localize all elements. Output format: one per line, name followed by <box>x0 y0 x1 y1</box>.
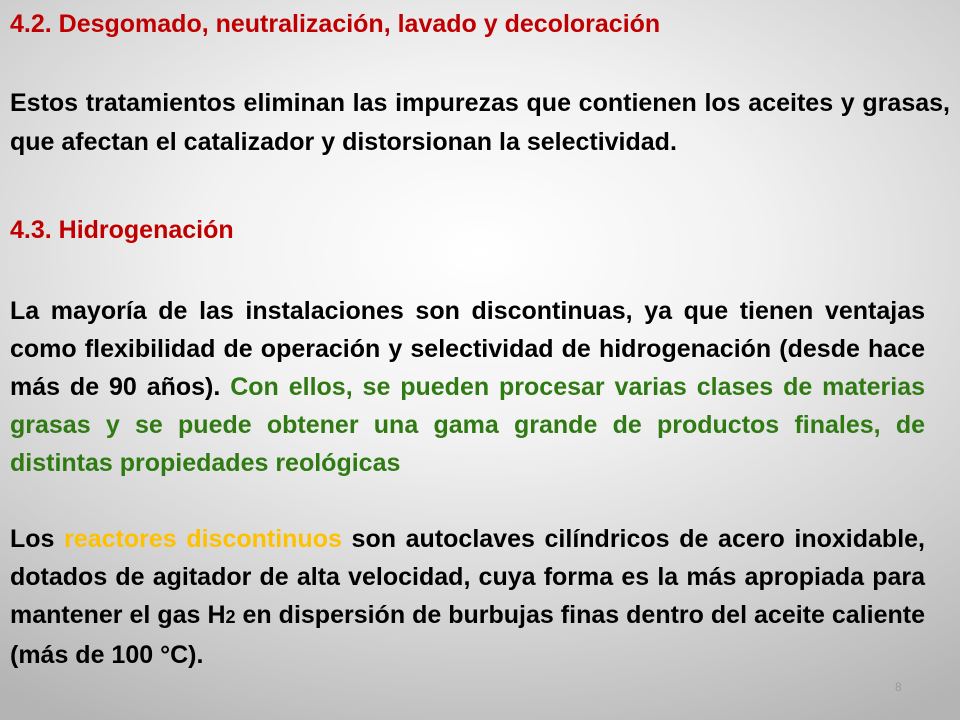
installations-text: La mayoría de las instalaciones son discontinuas, ya que tienen ventajas como flexibilidad de operación y selectividad de hidrogenación (desde hace más de 90 años). <box>10 297 925 401</box>
reactors-highlight: reactores discontinuos <box>64 525 342 553</box>
h2-subscript: 2 <box>225 607 236 627</box>
paragraph-installations <box>10 292 925 482</box>
reactors-text-1: son autoclaves cilíndricos de acero inoxidable, dotados de agitador de alta velocidad, cuya forma es la más apropiada para mantener el gas H <box>10 525 925 629</box>
reactors-text-2: en dispersión de burbujas finas dentro del aceite caliente (más de 100 °C). <box>10 601 926 669</box>
section-heading-4-3: 4.3. Hidrogenación <box>10 216 234 244</box>
paragraph-reactors <box>10 520 925 674</box>
reactors-lead: Los <box>10 525 65 553</box>
green-highlight-text: Con ellos, se pueden procesar varias clases de materias grasas y se puede obtener una gama grande de productos finales, de distintas propiedades reológicas <box>10 373 925 477</box>
page-number: 8 <box>895 680 902 694</box>
paragraph-treatments: Estos tratamientos eliminan las impurezas que contienen los aceites y grasas, que afectan el catalizador y distorsionan la selectividad. <box>10 89 950 156</box>
section-heading-4-2: 4.2. Desgomado, neutralización, lavado y decoloración <box>10 10 661 38</box>
